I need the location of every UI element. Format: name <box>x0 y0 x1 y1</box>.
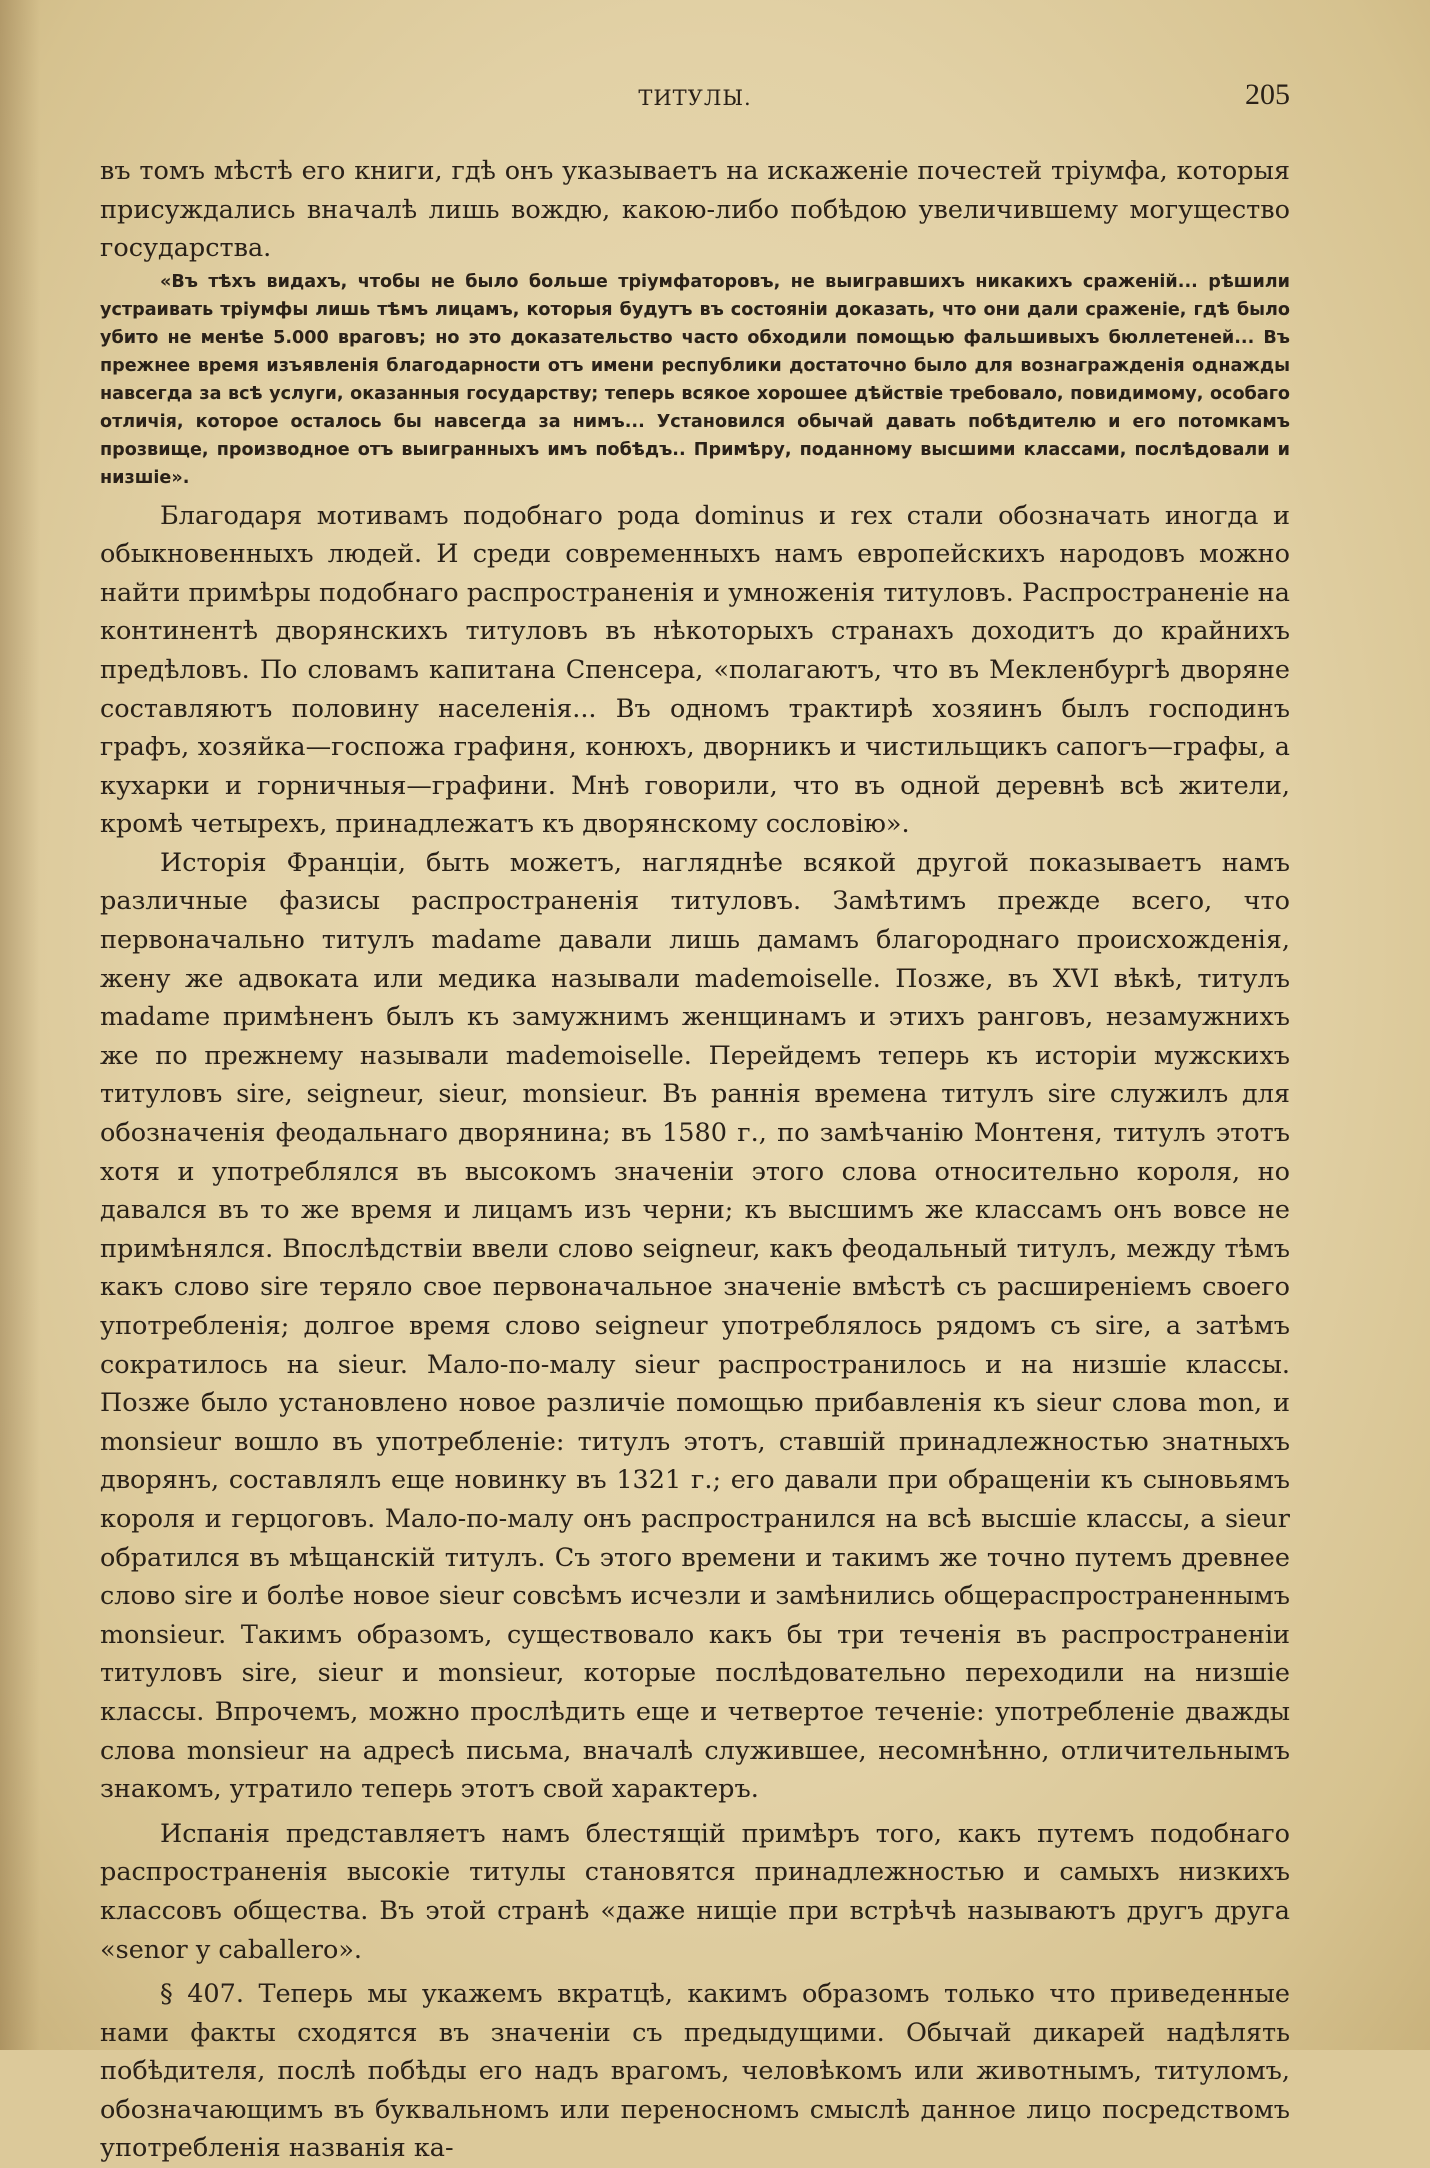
body-text <box>100 152 1290 2168</box>
paragraph-continuation: въ томъ мѣстѣ его книги, гдѣ онъ указываетъ на искаженіе почестей тріумфа, которыя присуждались вначалѣ лишь вождю, какою-либо побѣдою увеличившему могущество государства. <box>100 156 1290 264</box>
paragraph-dominus-rex: Благодаря мотивамъ подобнаго рода dominus и rex стали обозначать иногда и обыкновенныхъ людей. И среди современныхъ намъ европейскихъ народовъ можно найти примѣры подобнаго распространенія и умноженія титуловъ. Распространеніе на континентѣ дворянскихъ титуловъ въ нѣкоторыхъ странахъ доходитъ до крайнихъ предѣловъ. По словамъ капитана Спенсера, «полагаютъ, что въ Мекленбургѣ дворяне составляютъ половину населенія... Въ одномъ трактирѣ хозяинъ былъ господинъ графъ, хозяйка—госпожа графиня, конюхъ, дворникъ и чистильщикъ сапогъ—графы, а кухарки и горничныя—графини. Мнѣ говорили, что въ одной деревнѣ всѣ жители, кромѣ четырехъ, принадлежатъ къ дворянскому сословію». <box>100 500 1290 840</box>
page-gutter-shadow <box>0 0 40 2050</box>
paragraph-section-407: § 407. Теперь мы укажемъ вкратцѣ, какимъ образомъ только что приведенные нами факты сходятся въ значеніи съ предыдущими. Обычай дикарей надѣлять побѣдителя, послѣ побѣды его надъ врагомъ, человѣкомъ или животнымъ, титуломъ, обозначающимъ въ буквальномъ или переносномъ смыслѣ данное лицо посредствомъ употребленія названія ка- <box>100 1979 1290 2164</box>
block-quote: «Въ тѣхъ видахъ, чтобы не было больше тріумфаторовъ, не выигравшихъ никакихъ сраженій... рѣшили устраивать тріумфы лишь тѣмъ лицамъ, которыя будутъ въ состояніи доказать, что они дали сраженіе, гдѣ было убито не менѣе 5.000 враговъ; но это доказательство часто обходили помощью фальшивыхъ бюллетеней... Въ прежнее время изъявленія благодарности отъ имени республики достаточно было для вознагражденія однажды навсегда за всѣ услуги, оказанныя государству; теперь всякое хорошее дѣйствіе требовало, повидимому, особаго отличія, которое осталось бы навсегда за нимъ... Установился обычай давать побѣдителю и его потомкамъ прозвище, производное отъ выигранныхъ имъ побѣдъ.. Примѣру, поданному высшими классами, послѣдовали и низшіе». <box>100 271 1290 489</box>
page-header <box>100 78 1290 118</box>
paragraph-spain: Испанія представляетъ намъ блестящій примѣръ того, какъ путемъ подобнаго распространенія высокіе титулы становятся принадлежностью и самыхъ низкихъ классовъ общества. Въ этой странѣ «даже нищіе при встрѣчѣ называютъ другъ друга «senor y caballero». <box>100 1818 1290 1965</box>
running-title: ТИТУЛЫ. <box>638 86 752 110</box>
paragraph-france: Исторія Франціи, быть можетъ, нагляднѣе всякой другой показываетъ намъ различные фазисы распространенія титуловъ. Замѣтимъ прежде всего, что первоначально титулъ madame давали лишь дамамъ благороднаго происхожденія, жену же адвоката или медика называли mademoiselle. Позже, въ XVI вѣкѣ, титулъ madame примѣненъ былъ къ замужнимъ женщинамъ и этихъ ранговъ, незамужнихъ же по прежнему называли mademoiselle. Перейдемъ теперь къ исторіи мужскихъ титуловъ sire, seigneur, sieur, monsieur. Въ раннія времена титулъ sire служилъ для обозначенія феодальнаго дворянина; въ 1580 г., по замѣчанію Монтеня, титулъ этотъ хотя и употреблялся въ высокомъ значеніи этого слова относительно короля, но давался въ то же время и лицамъ изъ черни; къ высшимъ же классамъ онъ вовсе не примѣнялся. Впослѣдствіи ввели слово seigneur, какъ феодальный титулъ, между тѣмъ какъ слово sire теряло свое первоначальное значеніе вмѣстѣ съ расширеніемъ своего употребленія; долгое время слово seigneur употреблялось рядомъ съ sire, а затѣмъ сократилось на sieur. Мало-по-малу sieur распространилось и на низшіе классы. Позже было установлено новое различіе помощью прибавленія къ sieur слова mon, и monsieur вошло въ употребленіе: титулъ этотъ, ставшій принадлежностью знатныхъ дворянъ, составлялъ еще новинку въ 1321 г.; его давали при обращеніи къ сыновьямъ короля и герцоговъ. Мало-по-малу онъ распространился на всѣ высшіе классы, а sieur обратился въ мѣщанскій титулъ. Съ этого времени и такимъ же точно путемъ древнее слово sire и болѣе новое sieur совсѣмъ исчезли и замѣнились общераспространеннымъ monsieur. Такимъ образомъ, существовало какъ бы три теченія въ распространеніи титуловъ sire, sieur и monsieur, которые послѣдовательно переходили на низшіе классы. Впрочемъ, можно прослѣдить еще и четвертое теченіе: употребленіе дважды слова monsieur на адресѣ письма, вначалѣ служившее, несомнѣнно, отличительнымъ знакомъ, утратило теперь этотъ свой характеръ. <box>100 847 1290 1805</box>
page-number: 205 <box>1245 78 1290 111</box>
